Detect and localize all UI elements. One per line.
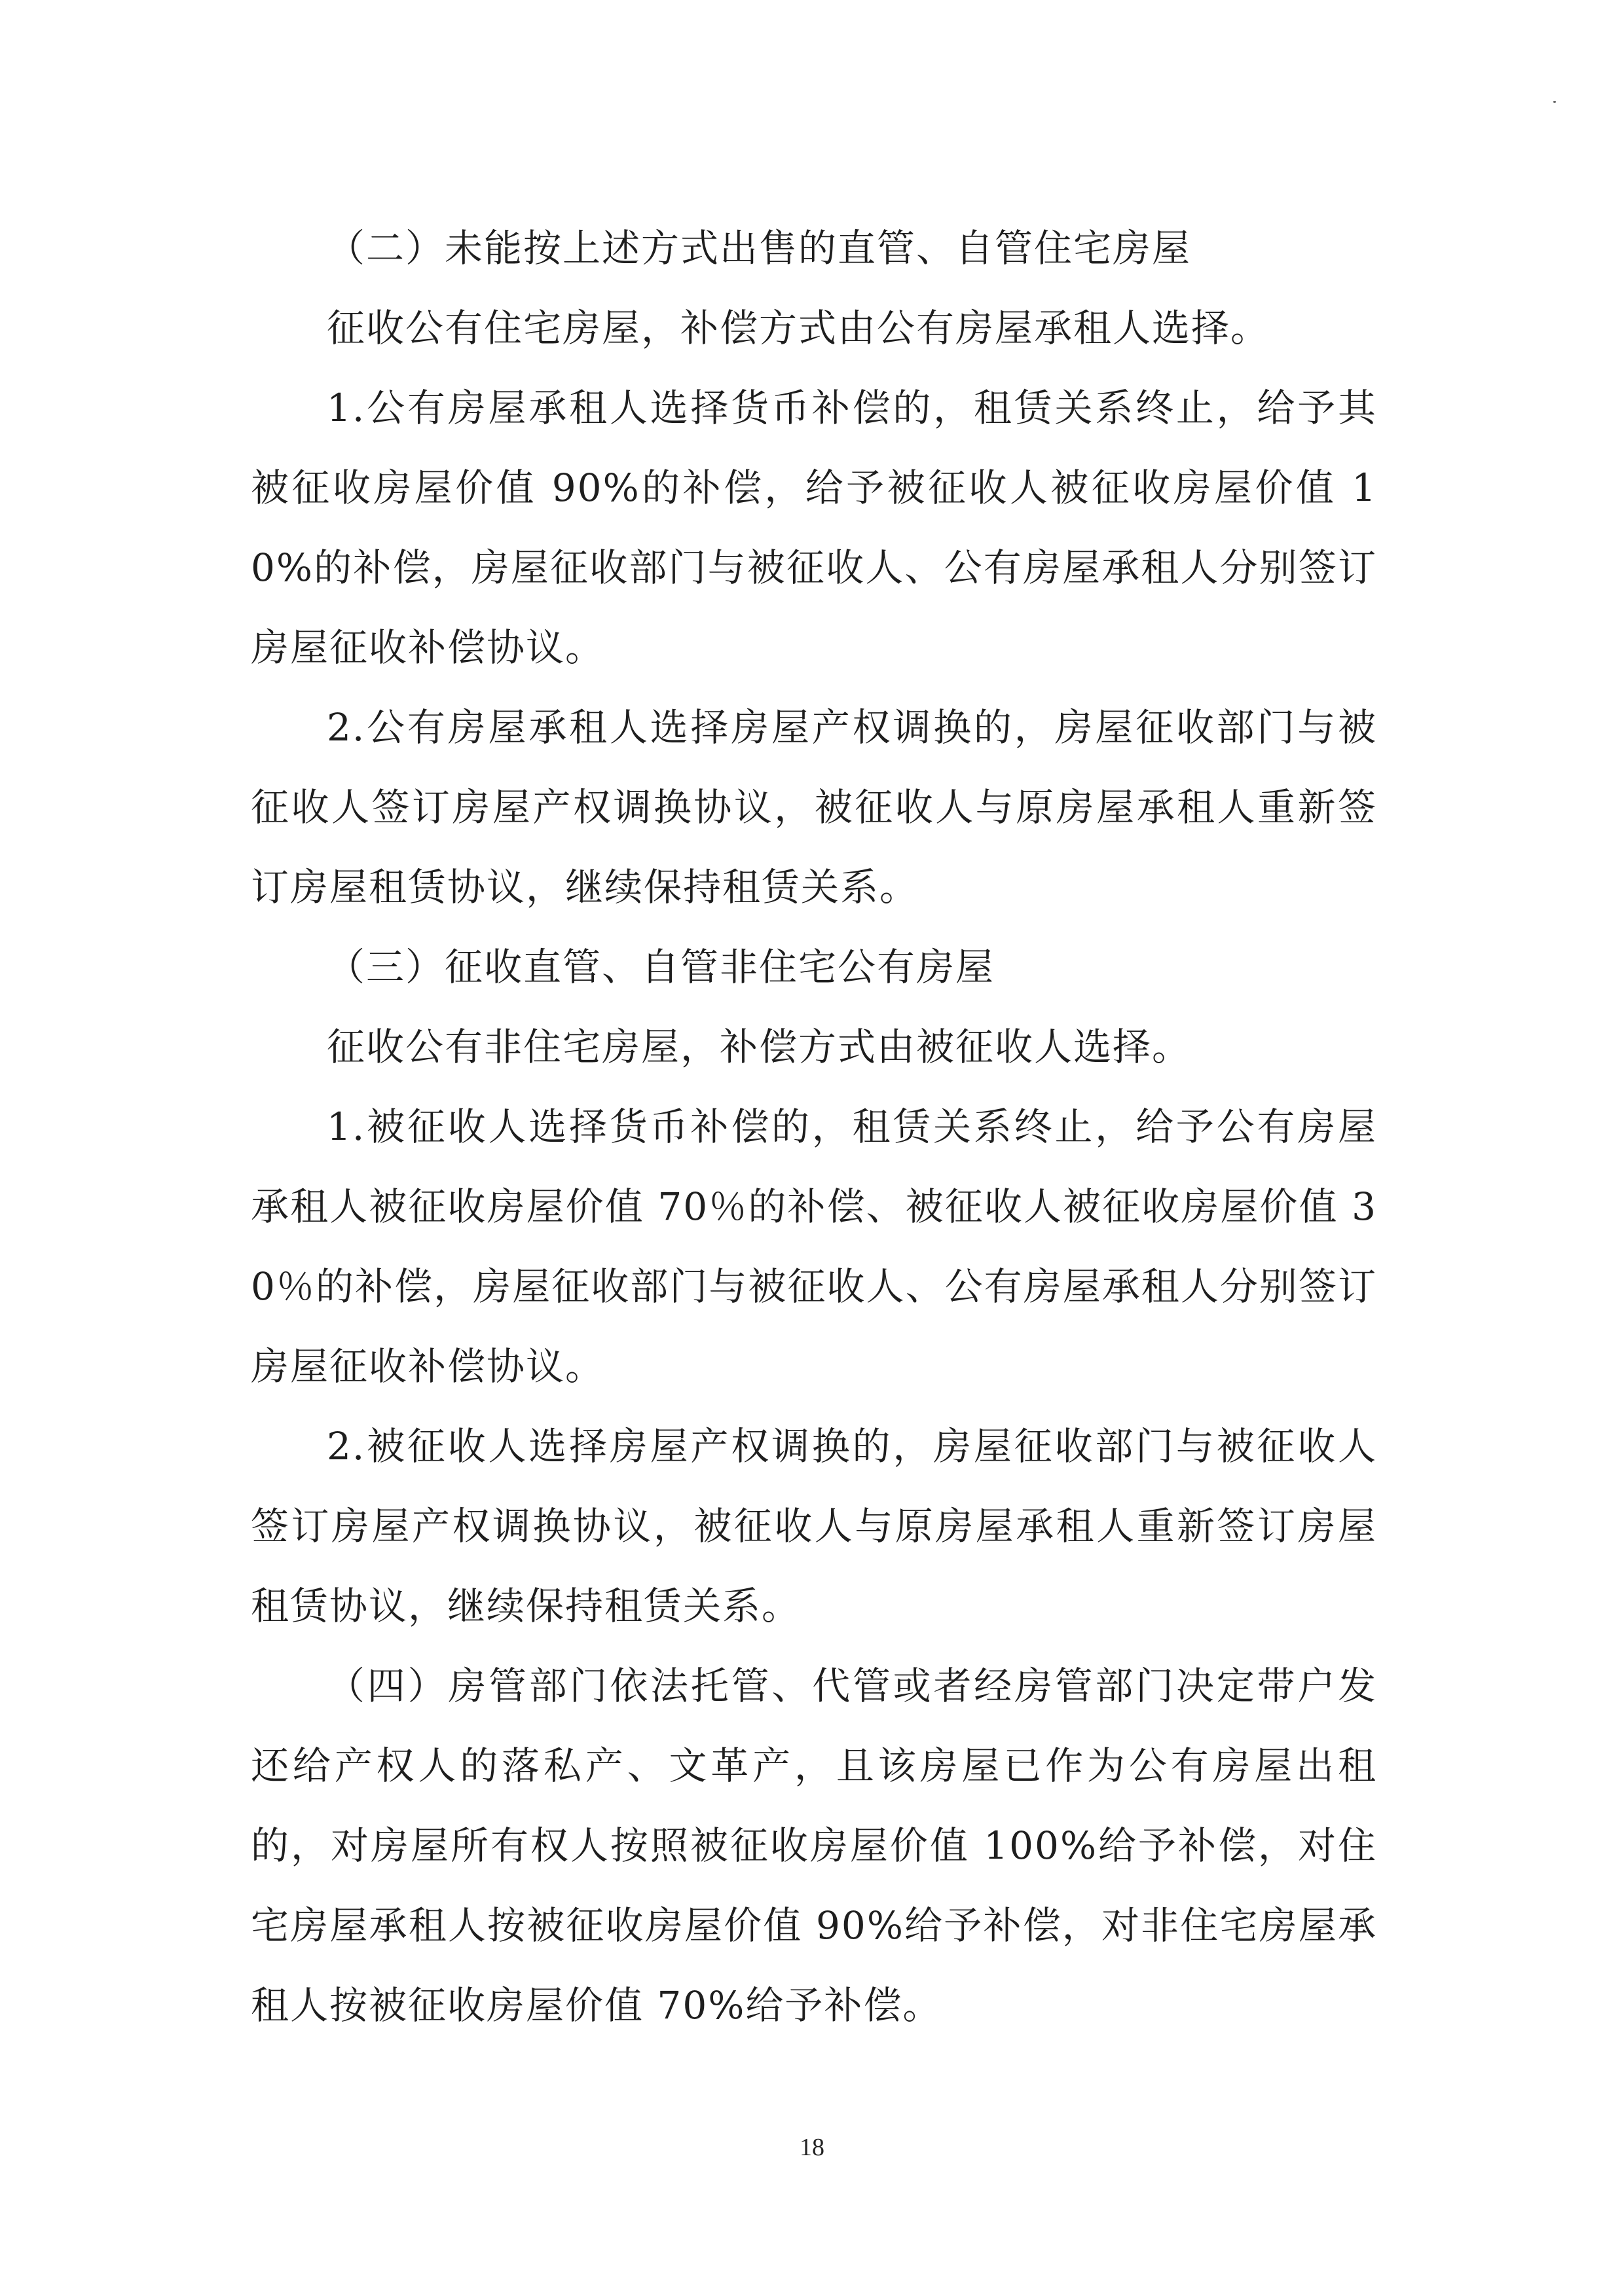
paragraph: 1.公有房屋承租人选择货币补偿的，租赁关系终止，给予其被征收房屋价值 90%的补偿，给予被征收人被征收房屋价值 10%的补偿，房屋征收部门与被征收人、公有房屋承租人分别签订房屋征收补偿协议。: [251, 386, 1377, 670]
paragraph: 征收公有非住宅房屋，补偿方式由被征收人选择。: [327, 1025, 1192, 1069]
body-text: [251, 208, 1377, 2045]
section-heading-3: （三）征收直管、自管非住宅公有房屋: [327, 945, 995, 989]
page-number: 18: [800, 2134, 824, 2161]
paragraph: 征收公有住宅房屋，补偿方式由公有房屋承租人选择。: [327, 306, 1270, 350]
section-heading-4: （四）房管部门依法托管、代管或者经房管部门决定带户发还给产权人的落私产、文革产，且该房屋已作为公有房屋出租的，对房屋所有权人按照被征收房屋价值 100%给予补偿，对住宅房屋承租人按被征收房屋价值 90%给予补偿，对非住宅房屋承租人按被征收房屋价值 70%给予补偿。: [251, 1664, 1377, 2028]
paragraph: 2.公有房屋承租人选择房屋产权调换的，房屋征收部门与被征收人签订房屋产权调换协议，被征收人与原房屋承租人重新签订房屋租赁协议，继续保持租赁关系。: [251, 705, 1377, 909]
paragraph: 1.被征收人选择货币补偿的，租赁关系终止，给予公有房屋承租人被征收房屋价值 70％的补偿、被征收人被征收房屋价值 30％的补偿，房屋征收部门与被征收人、公有房屋承租人分别签订房屋征收补偿协议。: [251, 1104, 1377, 1389]
section-heading-2: （二）未能按上述方式出售的直管、自管住宅房屋: [327, 226, 1192, 270]
scan-mark: [1553, 101, 1556, 103]
paragraph: 2.被征收人选择房屋产权调换的，房屋征收部门与被征收人签订房屋产权调换协议，被征收人与原房屋承租人重新签订房屋租赁协议，继续保持租赁关系。: [251, 1424, 1377, 1628]
